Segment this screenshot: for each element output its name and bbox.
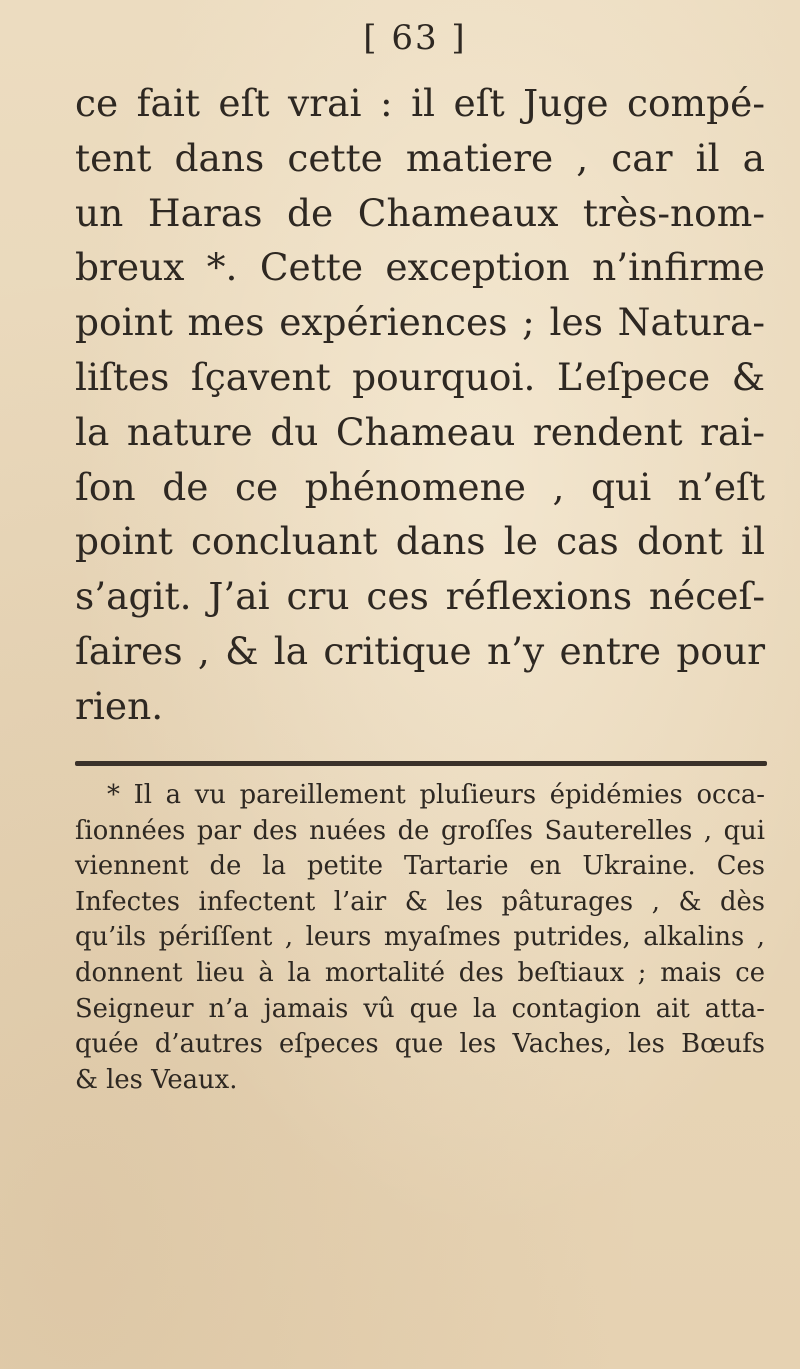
footnote-divider [75, 761, 767, 766]
footnote-line: donnent lieu à la mortalité des beſtiaux ; mais ce [75, 957, 765, 988]
footnote-line: ſionnées par des nuées de groſſes Sauterelles , qui [75, 815, 765, 846]
text-line: s’agit. J’ai cru ces réflexions néceſ- [75, 574, 765, 619]
text-line: la nature du Chameau rendent rai- [75, 409, 765, 454]
text-line: tent dans cette matiere , car il a [75, 135, 765, 180]
main-text [75, 76, 765, 734]
footnote-line: quée d’autres eſpeces que les Vaches, les Bœufs [75, 1029, 765, 1060]
text-line: point mes expériences ; les Natura- [75, 300, 765, 345]
text-line: rien. [75, 683, 164, 728]
footnote-line: * Il a vu pareillement pluſieurs épidémies occa- [107, 780, 765, 810]
text-line: ſaires , & la critique n’y entre pour [75, 628, 765, 673]
text-line: liſtes ſçavent pourquoi. L’eſpece & [75, 354, 765, 399]
text-line: ſon de ce phénomene , qui n’eſt [75, 464, 765, 509]
footnote-line: Seigneur n’a jamais vû que la contagion ait atta- [75, 993, 765, 1024]
footnote-line: qu’ils périſſent , leurs myaſmes putrides, alkalins , [75, 922, 765, 953]
text-line: ce fait eſt vrai : il eſt Juge compé- [75, 81, 765, 125]
footnote [75, 778, 765, 1098]
footnote-line: Infectes infectent l’air & les pâturages , & dès [75, 886, 765, 917]
text-line: point concluant dans le cas dont il [75, 519, 765, 564]
text-line: un Haras de Chameaux très-nom- [75, 190, 765, 235]
footnote-line: & les Veaux. [75, 1064, 238, 1095]
page-number: [ 63 ] [363, 18, 467, 58]
text-line: breux *. Cette exception n’infirme [75, 245, 765, 290]
footnote-line: viennent de la petite Tartarie en Ukraine. Ces [75, 851, 765, 882]
